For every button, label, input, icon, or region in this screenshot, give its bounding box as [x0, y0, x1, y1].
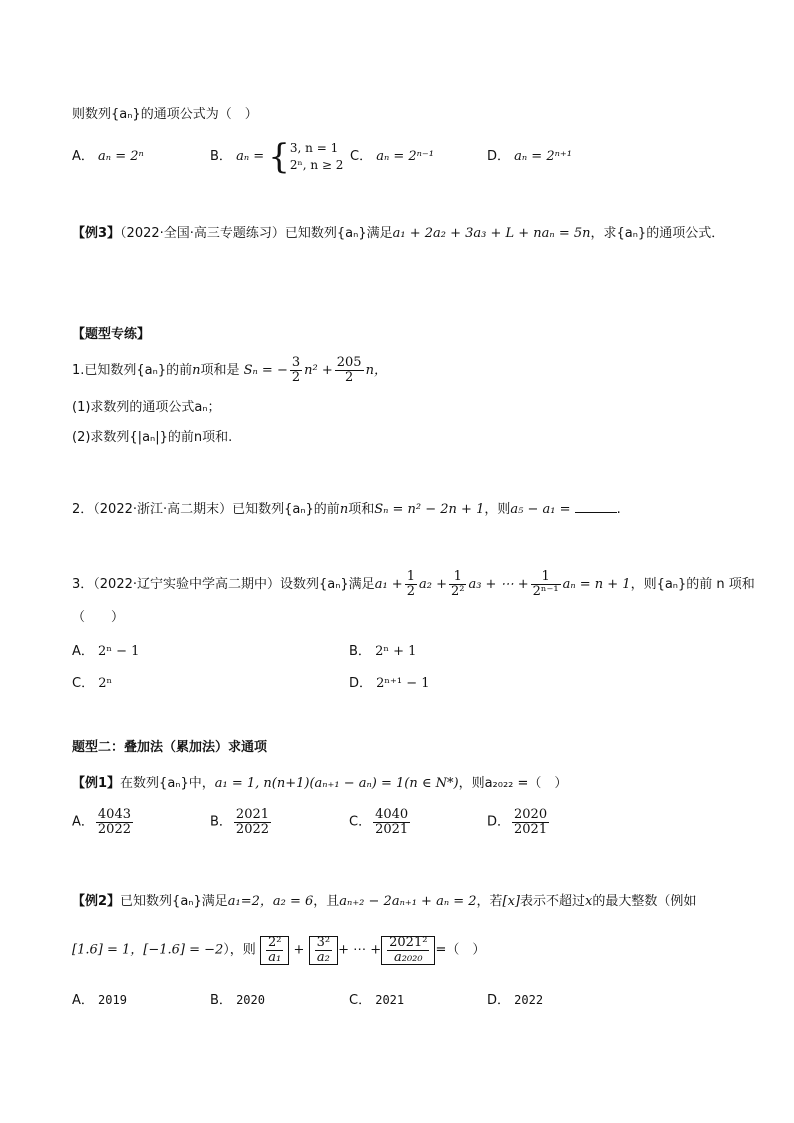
type2-example-2: 【例2】已知数列{aₙ}满足a₁=2，a₂ = 6，且aₙ₊₂ − 2aₙ₊₁ + aₙ = 2，若[x]表示不超过x的最大整数（例如: [72, 894, 697, 909]
practice-heading: 【题型专练】: [72, 327, 151, 342]
practice-3-paren: （ ）: [72, 610, 125, 625]
floor-term-3: $\frac{\text{2021²}}{\text{a₂₀₂₀}}$: [381, 936, 435, 965]
practice-1: 1.已知数列{aₙ}的前n项和是 Sₙ = − $\frac{3}{2}$ n² + $\frac{205}{2}$ n，: [72, 355, 387, 385]
practice-2: 2．（2022·浙江·高二期末）已知数列{aₙ}的前n项和Sₙ = n² − 2n + 1，则a₅ − a₁ = .: [72, 502, 621, 517]
floor-term-1: $\frac{\text{2²}}{\text{a₁}}$: [260, 936, 289, 965]
ex1-option-a: A． $\frac{4043}{2022}$: [72, 807, 131, 837]
ex1-option-d: D． $\frac{2020}{2021}$: [487, 807, 548, 837]
piecewise-expression: { 3, n = 1 2ⁿ, n ≥ 2: [268, 137, 344, 177]
type2-example-2-line2: [1.6] = 1，[−1.6] = −2），则 $\frac{\text{2²}}{\text{a₁}}$ + $\frac{\text{3²}}{\text{a₂}}$ + ⋯ + $\frac{\text{2021²}}{\text{a₂₀₂₀}}$ =（ ）: [72, 935, 486, 965]
p3-option-b: B． 2ⁿ + 1: [349, 644, 417, 659]
option-a: A． aₙ = 2ⁿ: [72, 149, 144, 164]
ex1-option-b: B． $\frac{2021}{2022}$: [210, 807, 270, 837]
question-stem: 则数列{aₙ}的通项公式为（ ）: [72, 107, 258, 122]
ex2-option-a: A． 2019: [72, 993, 127, 1008]
option-c: C． aₙ = 2ⁿ⁻¹: [350, 149, 435, 164]
p3-option-a: A． 2ⁿ − 1: [72, 644, 140, 659]
ex1-option-c: C． $\frac{4040}{2021}$: [349, 807, 409, 837]
option-d: D． aₙ = 2ⁿ⁺¹: [487, 149, 572, 164]
ex2-option-c: C． 2021: [349, 993, 405, 1008]
practice-1-part-2: (2)求数列{|aₙ|}的前n项和.: [72, 430, 233, 445]
answer-blank[interactable]: [575, 500, 617, 513]
example-3: 【例3】（2022·全国·高三专题练习）已知数列{aₙ}满足a₁ + 2a₂ + 3a₃ + L + naₙ = 5n，求{aₙ}的通项公式．: [72, 226, 725, 241]
p3-option-c: C． 2ⁿ: [72, 676, 113, 691]
practice-3: 3．（2022·辽宁实验中学高二期中）设数列{aₙ}满足a₁ + $\frac{1}{2}$ a₂ + $\frac{1}{\text{2²}}$ a₃ + ⋯ + $\frac{1}{\text{2ⁿ⁻¹}}$ aₙ = n + 1，则{aₙ}的前 n 项和: [72, 569, 755, 599]
ex2-option-d: D． 2022: [487, 993, 544, 1008]
option-b: B． aₙ = { 3, n = 1 2ⁿ, n ≥ 2: [210, 137, 344, 177]
section-heading: 题型二：叠加法（累加法）求通项: [72, 740, 268, 755]
p3-option-d: D． 2ⁿ⁺¹ − 1: [349, 676, 430, 691]
practice-1-part-1: (1)求数列的通项公式aₙ；: [72, 400, 221, 415]
floor-term-2: $\frac{\text{3²}}{\text{a₂}}$: [309, 936, 338, 965]
type2-example-1: 【例1】在数列{aₙ}中，a₁ = 1, n(n+1)(aₙ₊₁ − aₙ) = 1(n ∈ N*)，则a₂₀₂₂ =（ ）: [72, 776, 568, 791]
ex2-option-b: B． 2020: [210, 993, 265, 1008]
